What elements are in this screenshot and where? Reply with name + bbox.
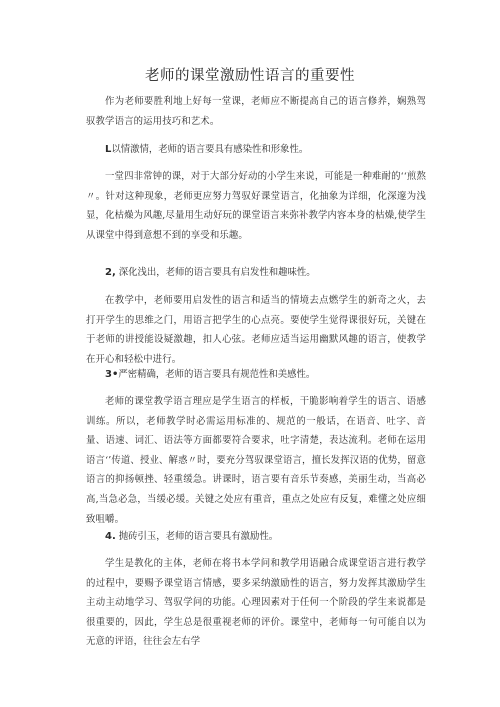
section-2-heading-text: 深化浅出，老师的语言要具有启发性和趣味性。: [118, 267, 316, 278]
section-3-body: 老师的课堂教学语言理应是学生语言的样板，干脆影响着学生的语言、语感训练。所以，老师教学时必需运用标准的、规范的一般话，在语音、吐字、音量、语速、词汇、语法等方面都要符合要求，吐字清楚，表达流利。老师在运用语言‘’传道、授业、解惑〃时，要充分驾驭课堂语言，擅长发挥汉语的优势，留意语言的抑扬顿挫、轻重缓急。讲课时，语言要有音乐节奏感，美丽生动，当高必高,当急必急，当缓必缓。关键之处应有重音，重点之处应有反复，难懂之处应细致咀嚼。: [86, 396, 426, 525]
section-4-body: 学生是教化的主体，老师在将书本学问和教学用语融合成课堂语言进行教学的过程中，要赐予课堂语言情感，要多采纳激励性的语言，努力发挥其激励学生主动主动地学习、驾驭学问的功能。心理因素对于任何一个阶段的学生来说都是很重要的，因此，学生总是很重视老师的评价。课堂中，老师每一句可能自以为无意的评语，往往会左右学: [86, 558, 426, 648]
section-3-heading: [105, 368, 435, 382]
intro-paragraph: 作为老师要胜利地上好每一堂课，老师应不断提高自己的语言修养，娴熟驾驭教学语言的运用技巧和艺术。: [86, 96, 426, 127]
section-4-heading: [105, 530, 435, 544]
section-3-number: 3•: [105, 369, 119, 380]
section-2-number: 2,: [105, 267, 116, 278]
section-3-heading-text: 严密精确，老师的语言要具有规范性和美感性。: [118, 369, 316, 380]
section-1-heading: [105, 143, 435, 157]
section-2-heading: [105, 266, 435, 280]
section-1-heading-text: 以情激情，老师的语言要具有感染性和形象性。: [111, 144, 309, 155]
section-4-heading-text: 抛砖引玉，老师的语言要具有激励性。: [118, 531, 279, 542]
section-1-number: L: [105, 144, 112, 155]
section-1-body: 一堂四非常钟的课，对于大部分好动的小学生来说，可能是一种难耐的‘‘煎熬〃。针对这种现象，老师更应努力驾驭好课堂语言，化抽象为详细，化深邃为浅显，化枯燥为风趣,尽量用生动好玩的课堂语言来弥补教学内容本身的枯燥,使学生从课堂中得到意想不到的享受和乐趣。: [86, 171, 426, 241]
section-4-number: 4.: [105, 531, 116, 542]
page-title: 老师的课堂激励性语言的重要性: [145, 68, 355, 84]
section-2-body: 在教学中，老师要用启发性的语言和适当的情境去点燃学生的新奇之火，去打开学生的思维之门，用语言把学生的心点亮。要使学生觉得课很好玩，关键在于老师的讲授能设疑激趣，扣人心弦。老师应适当运用幽默风趣的语言，使教学在开心和轻松中进行。: [86, 295, 426, 365]
